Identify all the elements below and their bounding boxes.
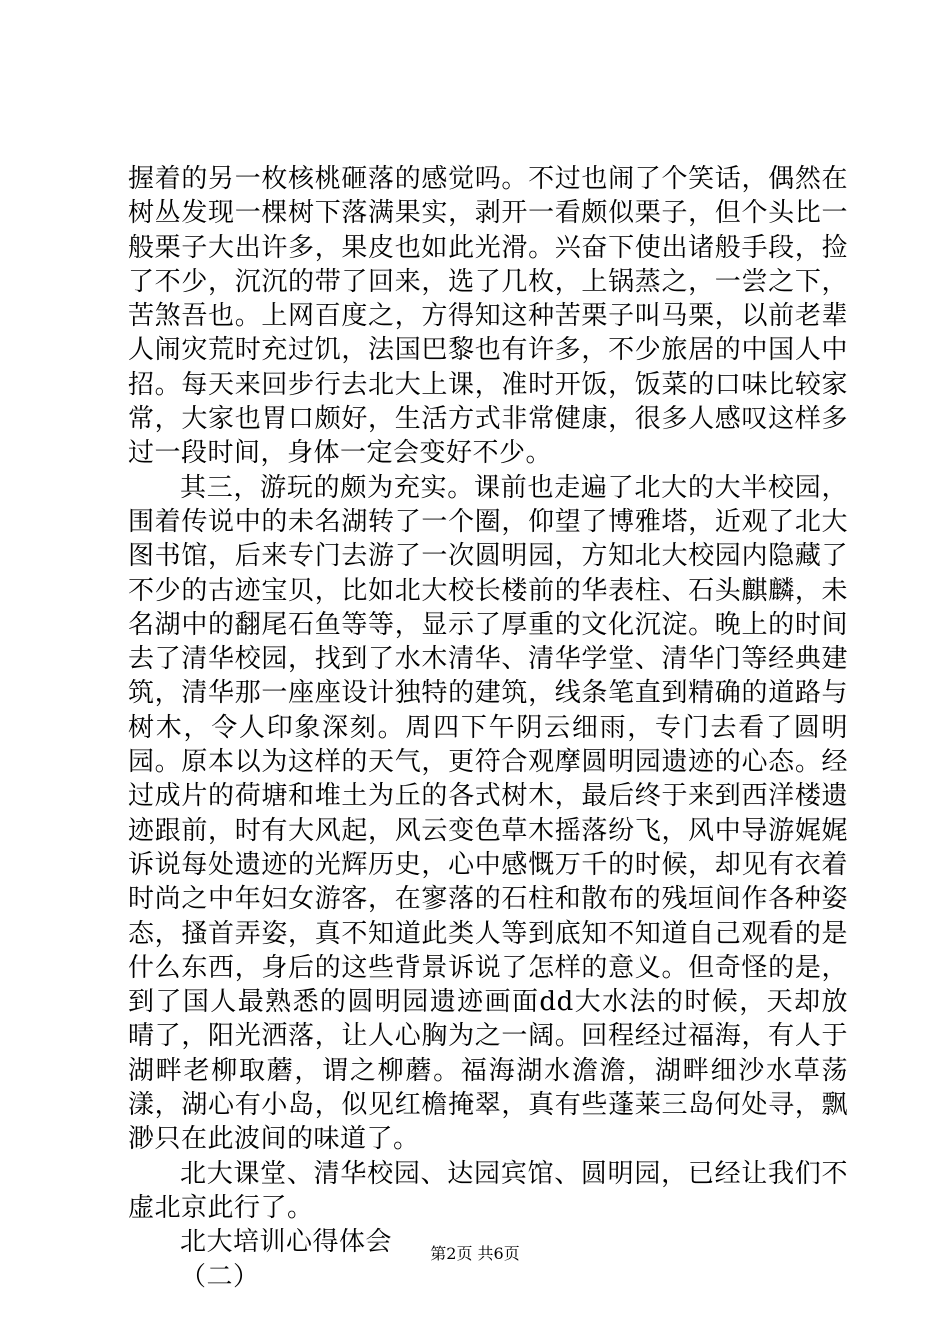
paragraph-sightseeing: 其三，游玩的颇为充实。课前也走遍了北大的大半校园，围着传说中的未名湖转了一个圈，仰望了博雅塔，近观了北大图书馆，后来专门去游了一次圆明园，方知北大校园内隐藏了不少的古迹宝贝，比如北大校长楼前的华表柱、石头麒麟，未名湖中的翻尾石鱼等等，显示了厚重的文化沉淀。晚上的时间去了清华校园，找到了水木清华、清华学堂、清华门等经典建筑，清华那一座座设计独特的建筑，线条笔直到精确的道路与树木，令人印象深刻。周四下午阴云细雨，专门去看了圆明园。原本以为这样的天气，更符合观摩圆明园遗迹的心态。经过成片的荷塘和堆土为丘的各式树木，最后终于来到西洋楼遗迹跟前，时有大风起，风云变色草木摇落纷飞，风中导游娓娓诉说每处遗迹的光辉历史，心中感慨万千的时候，却见有衣着时尚之中年妇女游客，在寥落的石柱和散布的残垣间作各种姿态，搔首弄姿，真不知道此类人等到底知不知道自己观看的是什么东西，身后的这些背景诉说了怎样的意义。但奇怪的是，到了国人最熟悉的圆明园遗迹画面dd大水法的时候，天却放晴了，阳光洒落，让人心胸为之一阔。回程经过福海，有人于湖畔老柳取蘑，谓之柳蘑。福海湖水澹澹，湖畔细沙水草荡漾，湖心有小岛，似见红檐掩翠，真有些蓬莱三岛何处寻，飘渺只在此波间的味道了。 (128, 472, 848, 1155)
document-body (128, 162, 848, 1294)
section-title: 北大培训心得体会 (180, 1227, 393, 1258)
section-number: （二） (180, 1261, 260, 1292)
paragraph-continuation: 握着的另一枚核桃砸落的感觉吗。不过也闹了个笑话，偶然在树丛发现一棵树下落满果实，剥开一看颇似栗子，但个头比一般栗子大出许多，果皮也如此光滑。兴奋下使出诸般手段，捡了不少，沉沉的带了回来，选了几枚，上锅蒸之，一尝之下，苦煞吾也。上网百度之，方得知这种苦栗子叫马栗，以前老辈人闹灾荒时充过饥，法国巴黎也有许多，不少旅居的中国人中招。每天来回步行去北大上课，准时开饭，饭菜的口味比较家常，大家也胃口颇好，生活方式非常健康，很多人感叹这样多过一段时间，身体一定会变好不少。 (128, 164, 848, 469)
paragraph-conclusion: 北大课堂、清华校园、达园宾馆、圆明园，已经让我们不虚北京此行了。 (128, 1158, 848, 1223)
page-footer: 第2页 共6页 (430, 1244, 520, 1263)
